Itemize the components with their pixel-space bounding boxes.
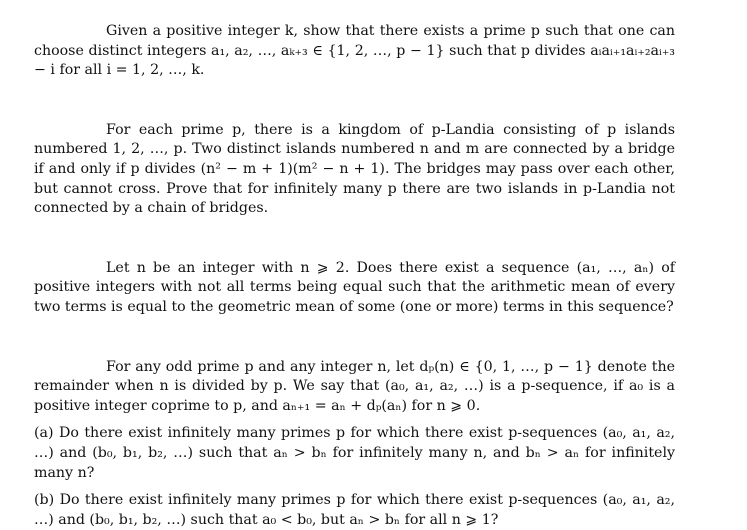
problem-4 bbox=[34, 358, 675, 530]
problem-3 bbox=[34, 259, 675, 318]
problem-4-part-a: (a) Do there exist infinitely many primes p for which there exist p-sequences (a₀, a₁, a₂, …) and (b₀, b₁, b₂, …) such that aₙ > bₙ for infinitely many n, and bₙ > aₙ for infinitely many n? bbox=[34, 425, 675, 481]
problem-2 bbox=[34, 121, 675, 219]
problem-1-statement: Given a positive integer k, show that there exists a prime p such that one can choose distinct integers a₁, a₂, …, aₖ₊₃ ∈ {1, 2, …, p − 1} such that p divides aᵢaᵢ₊₁aᵢ₊₂aᵢ₊₃ − i for all i = 1, 2, …, k. bbox=[34, 23, 675, 79]
problem-2-statement: For each prime p, there is a kingdom of p-Landia consisting of p islands numbered 1, 2, …, p. Two distinct islands numbered n and m are connected by a bridge if and only if p divides (n² − m + 1)(m² − n + 1). The bridges may pass over each other, but cannot cross. Prove that for infinitely many p there are two islands in p-Landia not connected by a chain of bridges. bbox=[34, 121, 675, 217]
problem-4-part-b: (b) Do there exist infinitely many primes p for which there exist p-sequences (a₀, a₁, a₂, …) and (b₀, b₁, b₂, …) such that a₀ < b₀, but aₙ > bₙ for all n ⩾ 1? bbox=[34, 492, 675, 528]
problem-4-statement: For any odd prime p and any integer n, let dₚ(n) ∈ {0, 1, …, p − 1} denote the remainder when n is divided by p. We say that (a₀, a₁, a₂, …) is a p-sequence, if a₀ is a positive integer coprime to p, and aₙ₊₁ = aₙ + dₚ(aₙ) for n ⩾ 0. bbox=[34, 358, 675, 414]
problem-3-statement: Let n be an integer with n ⩾ 2. Does there exist a sequence (a₁, …, aₙ) of positive integers with not all terms being equal such that the arithmetic mean of every two terms is equal to the geometric mean of some (one or more) terms in this sequence? bbox=[34, 259, 675, 315]
problem-1 bbox=[34, 22, 675, 81]
